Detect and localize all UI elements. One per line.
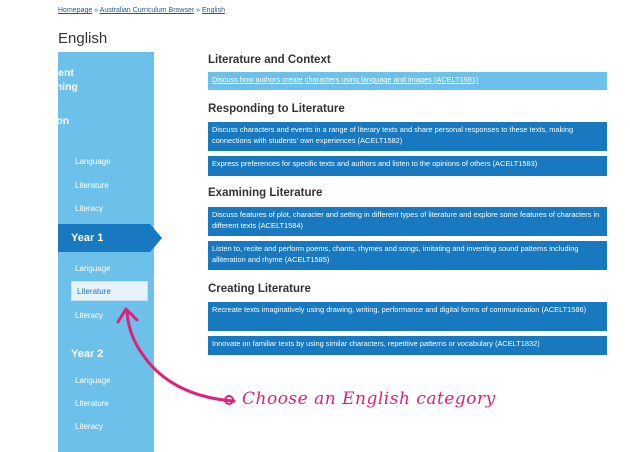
sidebar-link-label: Literature xyxy=(77,287,111,296)
breadcrumb-separator: » xyxy=(196,7,201,14)
section-heading-creating-literature: Creating Literature xyxy=(208,283,311,295)
breadcrumb-browser-link[interactable]: Australian Curriculum Browser xyxy=(99,7,195,14)
sidebar-item-year-2[interactable]: Year 2 xyxy=(71,348,104,360)
annotation-text: Choose an English category xyxy=(242,389,496,409)
sidebar-item-label: Assessment xyxy=(12,67,74,79)
breadcrumb-home-link[interactable]: Homepage xyxy=(58,7,93,14)
section-heading-examining-literature: Examining Literature xyxy=(208,187,323,199)
sidebar-item-label: Year xyxy=(12,129,35,141)
sidebar-link-year1-literacy[interactable]: Literacy xyxy=(75,311,104,320)
outcome-link[interactable]: Discuss characters and events in a range of literary texts and share personal responses to these texts, making connections with students' own experiences (ACELT1582) xyxy=(208,122,607,151)
section-heading-literature-and-context: Literature and Context xyxy=(208,54,331,66)
sidebar-link-year2-literature[interactable]: Literature xyxy=(75,399,109,408)
sidebar-item-label: and Planning xyxy=(12,81,78,93)
breadcrumb-separator: » xyxy=(94,7,99,14)
breadcrumb-current-link[interactable]: English xyxy=(202,7,225,14)
sidebar-item-year-1-label: Year 1 xyxy=(71,232,104,244)
sidebar-link-year2-language[interactable]: Language xyxy=(75,376,111,385)
page-title: English xyxy=(58,30,108,47)
sidebar-item-label: Foundation xyxy=(12,115,70,127)
sidebar-link-foundation-literature[interactable]: Literature xyxy=(75,181,109,190)
outcome-link[interactable]: Innovate on familiar texts by using similar characters, repetitive patterns or vocabulary (ACELT1832) xyxy=(208,336,607,355)
sidebar-link-foundation-language[interactable]: Language xyxy=(75,157,111,166)
outcome-link[interactable]: Discuss how authors create characters using language and images (ACELT1581) xyxy=(208,72,607,90)
outcome-link[interactable]: Express preferences for specific texts and authors and listen to the opinions of others (ACELT1583) xyxy=(208,156,607,176)
section-heading-responding-to-literature: Responding to Literature xyxy=(208,103,345,115)
sidebar-link-year1-language[interactable]: Language xyxy=(75,264,111,273)
outcome-link[interactable]: Recreate texts imaginatively using drawing, writing, performance and digital forms of communication (ACELT1586) xyxy=(208,302,607,331)
outcome-link[interactable]: Listen to, recite and perform poems, chants, rhymes and songs, imitating and inventing sound patterns including alliteration and rhyme (ACELT1585) xyxy=(208,241,607,270)
sidebar-link-year2-literacy[interactable]: Literacy xyxy=(75,422,104,431)
sidebar-link-foundation-literacy[interactable]: Literacy xyxy=(75,204,104,213)
outcome-link[interactable]: Discuss features of plot, character and setting in different types of literature and explore some features of characters in different texts (ACELT1584) xyxy=(208,207,607,236)
